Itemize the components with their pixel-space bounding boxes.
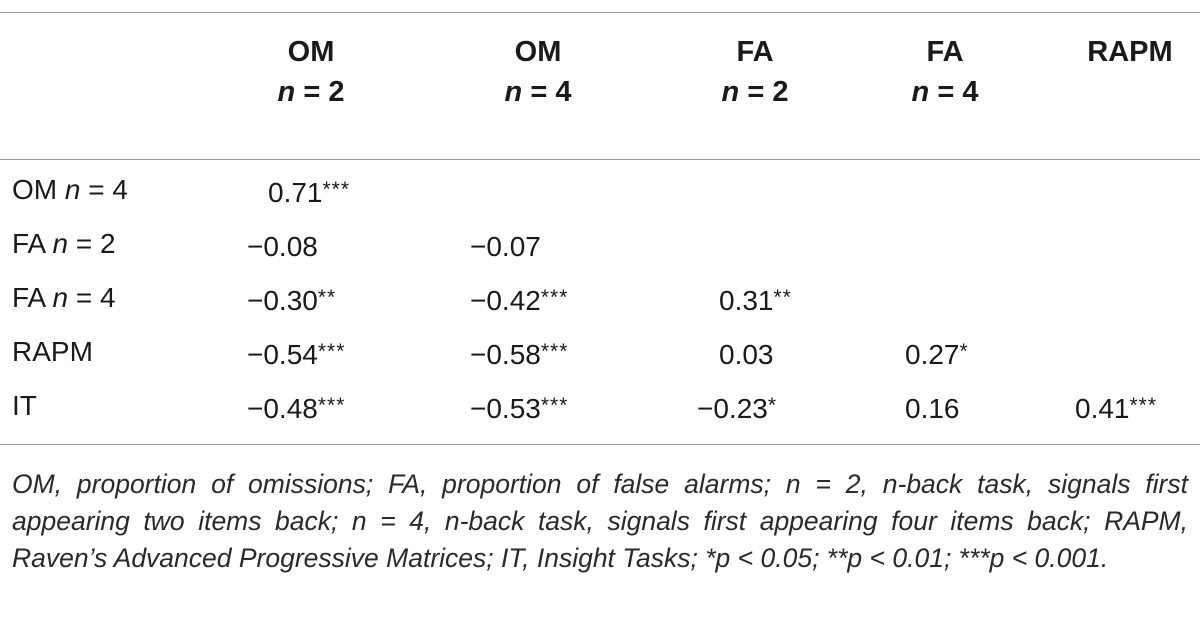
row-label: OM n = 4	[12, 174, 128, 205]
table-cell: −0.07	[470, 231, 541, 262]
table-header-rule	[0, 159, 1200, 160]
header-fa-n4	[860, 34, 1030, 110]
row-label: FA n = 4	[12, 282, 116, 313]
table-row	[0, 219, 1200, 269]
table-row	[0, 273, 1200, 323]
header-fa-n2	[670, 34, 840, 110]
table-cell: 0.27*	[905, 339, 969, 370]
header-sub: n = 2	[277, 76, 345, 108]
table-cell: 0.16	[905, 393, 960, 424]
table-cell: 0.41***	[1075, 393, 1158, 424]
table-footnote: OM, proportion of omissions; FA, proportion of false alarms; n = 2, n-back task, signals first appearing two items back; n = 4, n-back task, signals first appearing four items back; RAPM, Raven’s Advanced Progressive Matrices; IT, Insight Tasks; *p < 0.05; **p < 0.01; ***p < 0.001.	[12, 469, 1188, 573]
header-rapm	[1045, 34, 1200, 74]
table-cell: −0.48***	[247, 393, 346, 424]
table-cell: −0.42***	[470, 285, 569, 316]
table-bottom-rule	[0, 444, 1200, 445]
header-label: RAPM	[1087, 36, 1173, 68]
table-row	[0, 165, 1200, 215]
table-row	[0, 381, 1200, 431]
header-om-n2	[226, 34, 396, 110]
table-cell: 0.71***	[268, 177, 351, 208]
table-cell: −0.54***	[247, 339, 346, 370]
table-cell: −0.58***	[470, 339, 569, 370]
header-label: FA	[736, 36, 774, 68]
header-sub: n = 4	[911, 76, 979, 108]
header-sub: n = 2	[721, 76, 789, 108]
table-row	[0, 327, 1200, 377]
header-om-n4	[453, 34, 623, 110]
header-label: OM	[514, 36, 562, 68]
header-label: OM	[287, 36, 335, 68]
table-top-rule	[0, 12, 1200, 13]
row-label: RAPM	[12, 336, 93, 367]
table-cell: 0.03	[719, 339, 774, 370]
row-label: FA n = 2	[12, 228, 116, 259]
header-sub: n = 4	[504, 76, 572, 108]
table-cell: −0.30**	[247, 285, 337, 316]
table-cell: 0.31**	[719, 285, 792, 316]
table-cell: −0.53***	[470, 393, 569, 424]
table-cell: −0.23*	[697, 393, 778, 424]
header-label: FA	[926, 36, 964, 68]
table-cell: −0.08	[247, 231, 318, 262]
row-label: IT	[12, 390, 37, 421]
